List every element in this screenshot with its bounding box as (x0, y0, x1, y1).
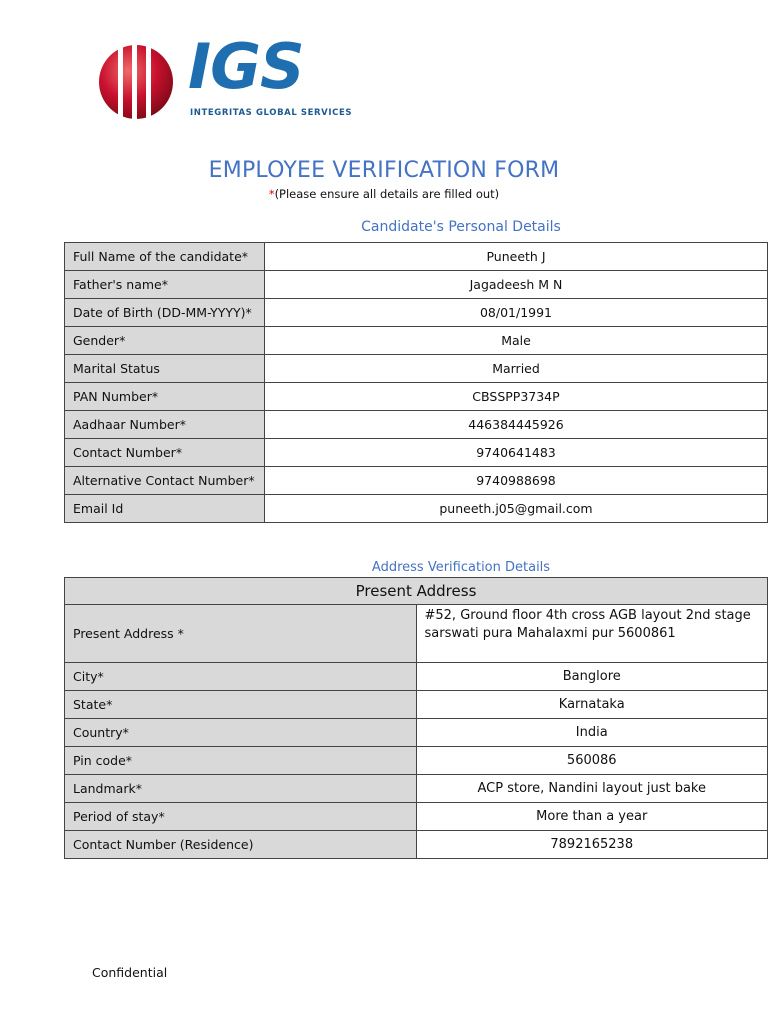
row-label: State* (65, 691, 417, 719)
table-row (65, 327, 768, 355)
row-value: More than a year (416, 803, 768, 831)
row-label: Father's name* (65, 271, 265, 299)
table-row (65, 605, 768, 663)
form-note (0, 187, 768, 201)
row-label: Period of stay* (65, 803, 417, 831)
table-row (65, 663, 768, 691)
row-value: ACP store, Nandini layout just bake (416, 775, 768, 803)
row-label: Marital Status (65, 355, 265, 383)
row-value: CBSSPP3734P (265, 383, 768, 411)
table-row (65, 383, 768, 411)
igs-logo (96, 30, 356, 122)
row-value: Married (265, 355, 768, 383)
row-label: Pin code* (65, 747, 417, 775)
row-value: Male (265, 327, 768, 355)
present-address-label: Present Address * (65, 605, 417, 663)
row-label: Alternative Contact Number* (65, 467, 265, 495)
logo-text: IGS (188, 30, 304, 103)
address-details-table (64, 577, 768, 859)
form-title: EMPLOYEE VERIFICATION FORM (208, 158, 560, 183)
confidential-footer: Confidential (92, 965, 168, 980)
table-row (65, 243, 768, 271)
address-header-row (65, 578, 768, 605)
table-row (65, 747, 768, 775)
present-address-value: #52, Ground floor 4th cross AGB layout 2nd stage sarswati pura Mahalaxmi pur 5600861 (416, 605, 768, 663)
form-note-text: (Please ensure all details are filled out) (274, 187, 500, 201)
row-value: India (416, 719, 768, 747)
table-row (65, 495, 768, 523)
row-label: Date of Birth (DD-MM-YYYY)* (65, 299, 265, 327)
row-value: Jagadeesh M N (265, 271, 768, 299)
globe-logo-icon (96, 44, 176, 124)
present-address-header: Present Address (65, 578, 768, 605)
row-value: Banglore (416, 663, 768, 691)
row-value: 7892165238 (416, 831, 768, 859)
table-row (65, 775, 768, 803)
table-row (65, 355, 768, 383)
row-label: Country* (65, 719, 417, 747)
row-label: Aadhaar Number* (65, 411, 265, 439)
row-label: Landmark* (65, 775, 417, 803)
row-label: PAN Number* (65, 383, 265, 411)
row-value: 9740988698 (265, 467, 768, 495)
table-row (65, 271, 768, 299)
table-row (65, 467, 768, 495)
row-value: 08/01/1991 (265, 299, 768, 327)
table-row (65, 411, 768, 439)
table-row (65, 439, 768, 467)
row-label: Email Id (65, 495, 265, 523)
row-value: 560086 (416, 747, 768, 775)
personal-section-title: Candidate's Personal Details (361, 219, 561, 235)
row-label: Full Name of the candidate* (65, 243, 265, 271)
row-value: Puneeth J (265, 243, 768, 271)
row-label: Gender* (65, 327, 265, 355)
table-row (65, 299, 768, 327)
table-row (65, 691, 768, 719)
personal-details-table (64, 242, 768, 523)
table-row (65, 831, 768, 859)
address-section-title: Address Verification Details (371, 560, 551, 575)
required-star: * (268, 187, 275, 201)
table-row (65, 719, 768, 747)
table-row (65, 803, 768, 831)
row-label: City* (65, 663, 417, 691)
row-value: 446384445926 (265, 411, 768, 439)
row-label: Contact Number (Residence) (65, 831, 417, 859)
row-label: Contact Number* (65, 439, 265, 467)
row-value: Karnataka (416, 691, 768, 719)
row-value: 9740641483 (265, 439, 768, 467)
logo-tagline: INTEGRITAS GLOBAL SERVICES (190, 108, 353, 118)
row-value: puneeth.j05@gmail.com (265, 495, 768, 523)
